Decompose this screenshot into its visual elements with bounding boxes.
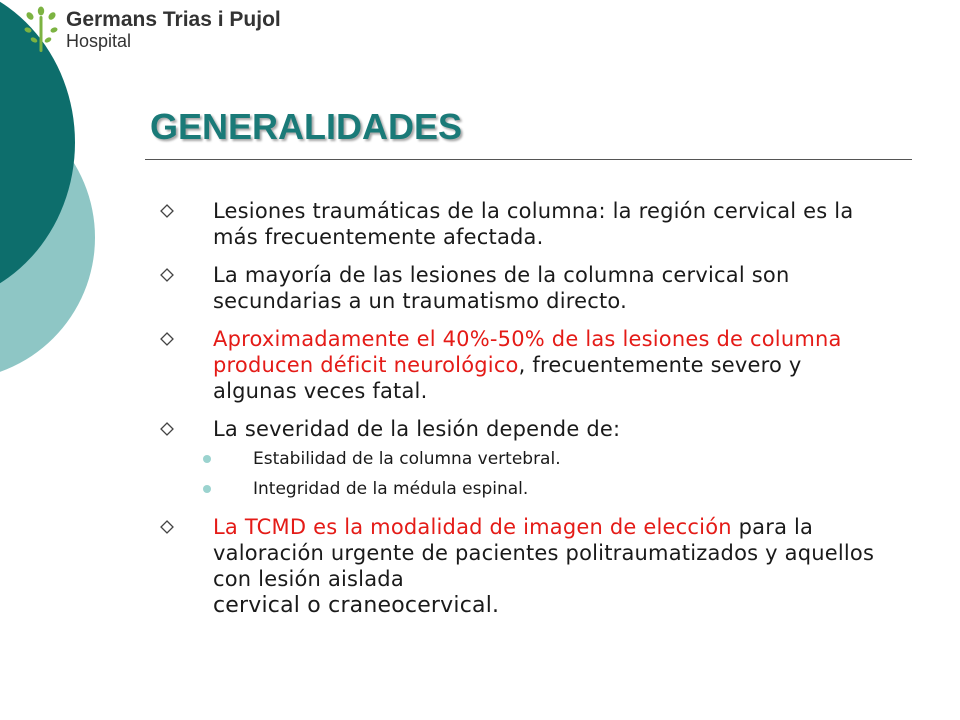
bullet-marker-icon — [160, 268, 174, 282]
bullet-text-last-line: cervical o craneocervical. — [213, 593, 500, 618]
sprout-logo-icon — [24, 6, 58, 52]
hospital-logo — [24, 6, 281, 52]
bullet-item — [160, 198, 880, 250]
sub-bullet-text: Integridad de la médula espinal. — [253, 479, 529, 499]
title-divider — [145, 159, 912, 160]
sub-bullet-item — [160, 448, 880, 470]
bullet-text — [213, 326, 880, 404]
bullet-item — [160, 514, 880, 619]
bullet-text: La mayoría de las lesiones de la columna cervical son secundarias a un traumatismo directo. — [213, 263, 790, 313]
highlighted-text: La TCMD es la modalidad de imagen de elección — [213, 515, 732, 539]
slide-title: GENERALIDADES — [150, 106, 463, 147]
bullet-marker-icon — [160, 204, 174, 218]
hospital-subtitle: Hospital — [66, 31, 132, 51]
bullet-text-rest: para la valoración urgente de pacientes politraumatizados y aquellos con lesión aislada — [213, 515, 875, 591]
sub-bullet-text: Estabilidad de la columna vertebral. — [253, 449, 561, 469]
bullet-marker-icon — [160, 520, 174, 534]
bullet-text-rest: , frecuentemente severo y algunas veces fatal. — [213, 353, 802, 403]
sub-bullet-item — [160, 478, 880, 500]
bullet-item — [160, 326, 880, 404]
sub-bullet-dot-icon — [203, 455, 211, 463]
bullet-text: La severidad de la lesión depende de: — [213, 417, 621, 441]
bullet-list — [160, 198, 880, 631]
bullet-marker-icon — [160, 422, 174, 436]
sub-bullet-dot-icon — [203, 485, 211, 493]
bullet-item — [160, 416, 880, 442]
bullet-text: Lesiones traumáticas de la columna: la región cervical es la más frecuentemente afectada. — [213, 199, 854, 249]
bullet-marker-icon — [160, 332, 174, 346]
bullet-text — [213, 514, 880, 619]
bullet-item — [160, 262, 880, 314]
highlighted-text: Aproximadamente el 40%-50% de las lesiones de columna producen déficit neurológico — [213, 327, 842, 377]
hospital-name: Germans Trias i Pujol — [66, 8, 281, 31]
